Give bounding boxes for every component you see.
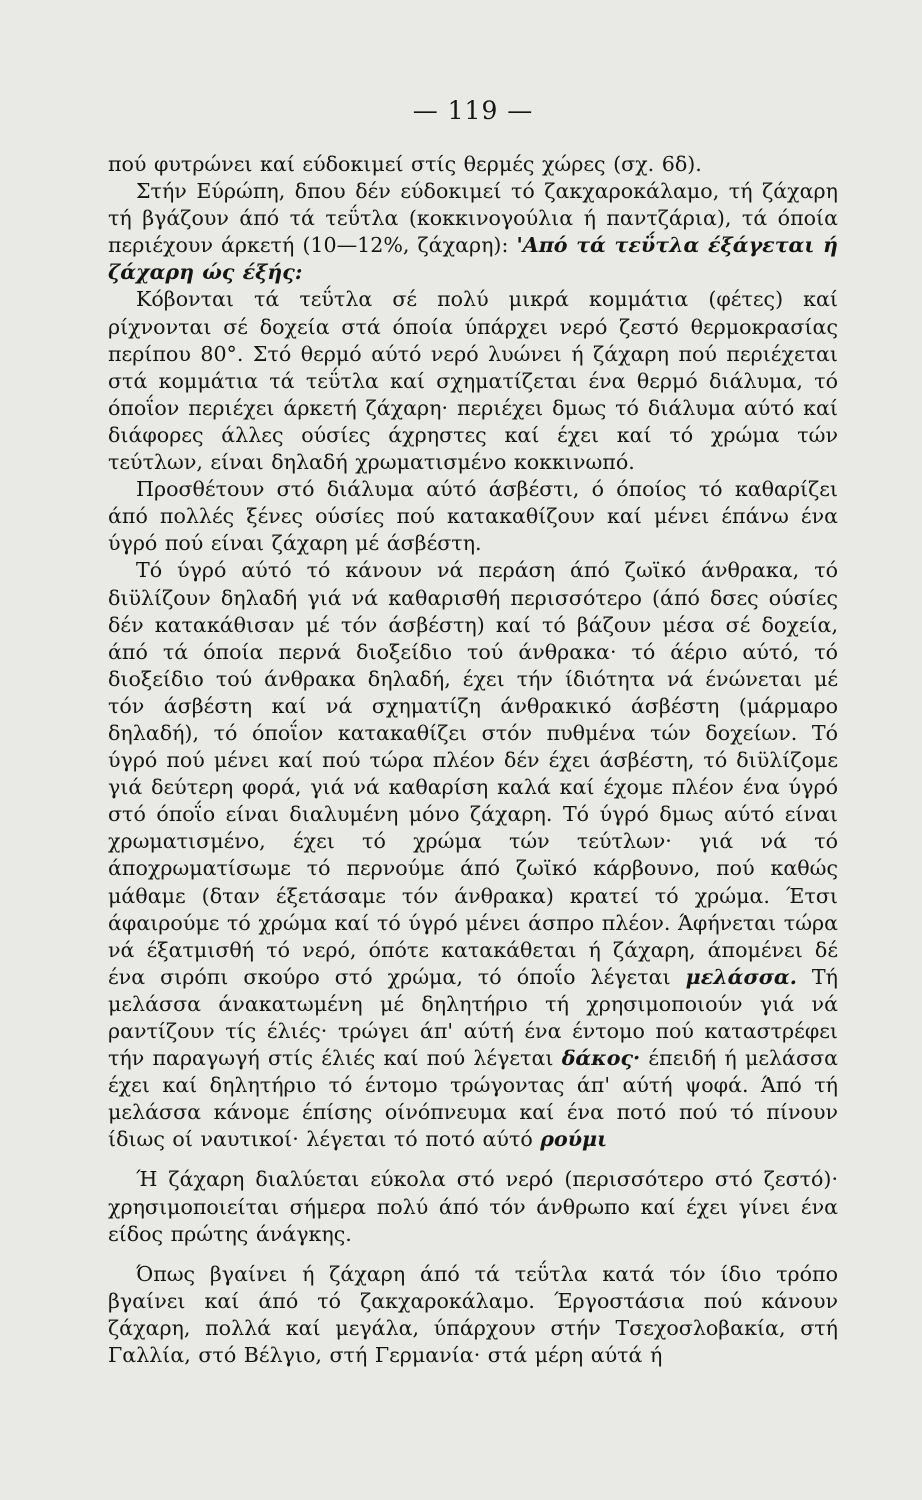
paragraph-text: Τή μελάσσα άνακατωμένη μέ δηλητήριο τή χρησιμοποιούν γιά νά ραντίζουν τίς έλιές· τρώγει άπ' αύτή ένα έντομο πού καταστρέφει τήν παραγωγή στίς έλιές καί πού λέγεται [108, 964, 839, 1071]
paragraph-text: έπειδή ή μελάσσα έχει καί δηλητήριο τό έντομο τρώγοντας άπ' αύτή ψοφά. Άπό τή μελάσσα κάνομε έπίσης οίνόπνευμα καί ένα ποτό πού τό πίνουν ίδιως οί ναυτικοί· λέγεται τό ποτό αύτό [108, 1046, 838, 1152]
paragraph-text: Κόβονται τά τεΰτλα σέ πολύ μικρά κομμάτια (φέτες) καί ρίχνονται σέ δοχεία στά όποία ύπάρχει νερό ζεστό θερμοκρασίας περίπου 80°. Στό θερμό αύτό νερό λυώνει ή ζάχαρη πού περιέχεται στά κομμάτια τά τεΰτλα καί σχηματίζεται ένα θερμό διάλυμα, τό όποΐον περιέχει άρκετή ζάχαρη· περιέχει δμως τό διάλυμα αύτό καί διάφορες άλλες ούσίες άχρηστες καί έχει καί τό χρώμα τών τεύτλων, είναι δηλαδή χρωματισμένο κοκκινωπό. [108, 287, 838, 475]
paragraph-text: Όπως βγαίνει ή ζάχαρη άπό τά τεΰτλα κατά τόν ίδιο τρόπο βγαίνει καί άπό τό ζακχαροκάλαμο. Έργοστάσια πού κάνουν ζάχαρη, πολλά καί μεγάλα, ύπάρχουν στήν Τσεχοσλοβακία, στή Γαλλία, στό Βέλγιο, στή Γερμανία· στά μέρη αύτά ή [108, 1261, 838, 1368]
paragraph-p3 [108, 286, 838, 476]
emphasis-text: δάκος· [561, 1046, 641, 1071]
paragraph-text: Στήν Εύρώπη, δπου δέν εύδοκιμεί τό ζακχαροκάλαμο, τή ζάχαρη τή βγάζουν άπό τά τεΰτλα (κοκκινογούλια ή παντζάρια), τά όποία περιέχουν άρκετή (10—12%, ζάχαρη): [108, 179, 838, 258]
paragraph-p6 [108, 1166, 838, 1247]
paragraph-p1 [108, 151, 838, 178]
paragraph-text: Ή ζάχαρη διαλύεται εύκολα στό νερό (περισσότερο στό ζεστό)· χρησιμοποιείται σήμερα πολύ άπό τόν άνθρωπο καί έχει γίνει ένα είδος πρώτης άνάγκης. [108, 1167, 838, 1246]
paragraph-p2 [108, 178, 838, 286]
emphasis-text: μελάσσα. [685, 964, 797, 989]
emphasis-text: ρούμι [540, 1127, 608, 1152]
paragraph-p7 [108, 1261, 838, 1369]
paragraph-p5 [108, 557, 838, 1153]
paragraph-p4 [108, 476, 838, 557]
page-number: — 119 — [412, 96, 534, 125]
paragraph-text: πού φυτρώνει καί εύδοκιμεί στίς θερμές χώρες (σχ. 6δ). [108, 152, 702, 176]
emphasis-text: 'Από τά τεΰτλα έξάγεται ή ζάχαρη ώς έξής: [108, 233, 839, 285]
paragraph-text: Προσθέτουν στό διάλυμα αύτό άσβέστι, ό όποίος τό καθαρίζει άπό πολλές ξένες ούσίες πού κατακαθίζουν καί μένει έπάνω ένα ύγρό πού είναι ζάχαρη μέ άσβέστη. [108, 477, 838, 556]
body-text [108, 151, 838, 1369]
paragraph-text: Τό ύγρό αύτό τό κάνουν νά περάση άπό ζωϊκό άνθρακα, τό διϋλίζουν δηλαδή γιά νά καθαρισθή περισσότερο (άπό δσες ούσίες δέν κατακάθισαν μέ τόν άσβέστη) καί τό βάζουν μέσα σέ δοχεία, άπό τά όποία περνά διοξείδιο τού άνθρακα· τό άέριο αύτό, τό διοξείδιο τού άνθρακα δηλαδή, έχει τήν ίδιότητα νά ένώνεται μέ τόν άσβέστη καί νά σχηματίζη άνθρακικό άσβέστη (μάρμαρο δηλαδή), τό όποΐον κατακαθίζει στόν πυθμένα τών δοχείων. Τό ύγρό πού μένει καί πού τώρα πλέον δέν έχει άσβέστη, τό διϋλίζομε γιά δεύτερη φορά, γιά νά καθαρίση καλά καί έχομε πλέον ένα ύγρό στό όποΐο είναι διαλυμένη μόνο ζάχαρη. Τό ύγρό δμως αύτό είναι χρωματισμένο, έχει τό χρώμα τών τεύτλων· γιά νά τό άποχρωματίσωμε τό περνούμε άπό ζωϊκό κάρβουνο, πού καθώς μάθαμε (δταν έξετάσαμε τόν άνθρακα) κρατεί τό χρώμα. Έτσι άφαιρούμε τό χρώμα καί τό ύγρό μένει άσπρο πλέον. Άφήνεται τώρα νά έξατμισθή τό νερό, όπότε κατακάθεται ή ζάχαρη, άπομένει δέ ένα σιρόπι σκούρο στό χρώμα, τό όποΐο λέγεται [108, 558, 838, 989]
